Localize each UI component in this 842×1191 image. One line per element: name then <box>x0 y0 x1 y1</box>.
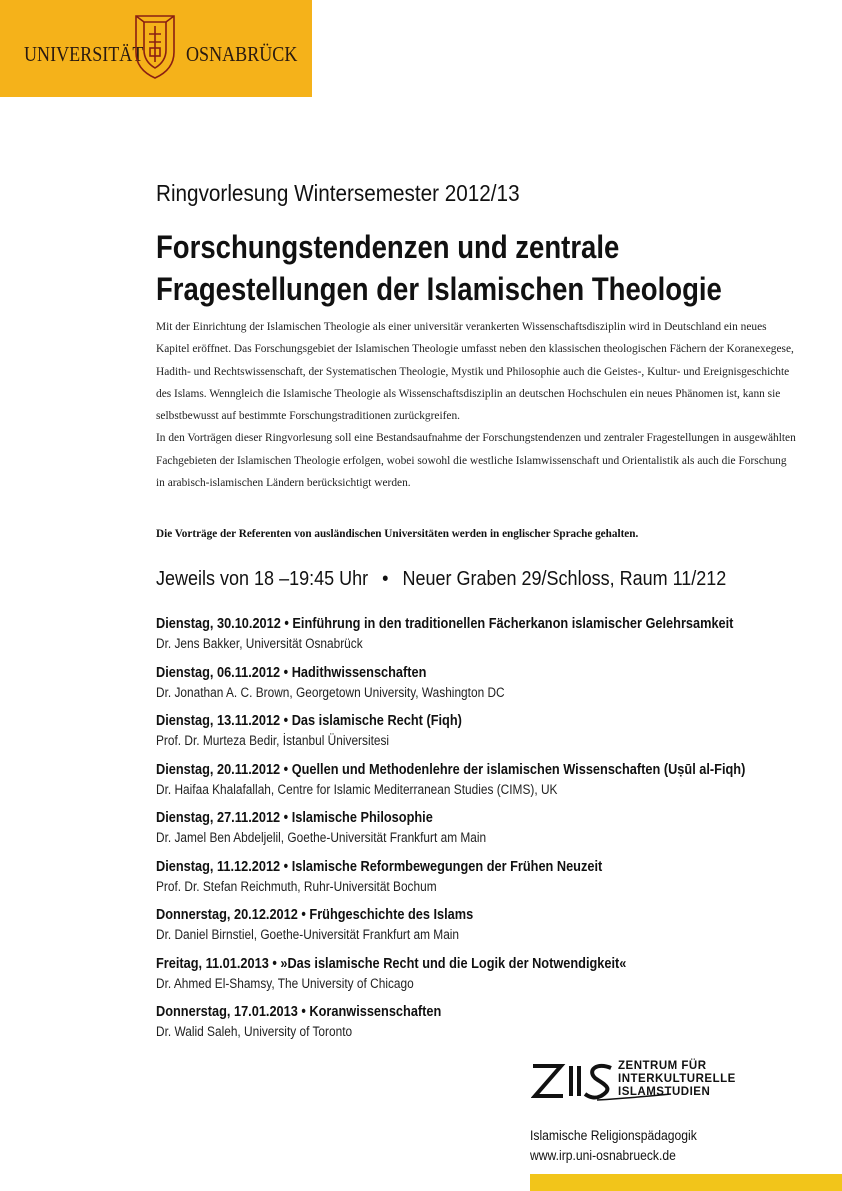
lecture-title: Dienstag, 20.11.2012 • Quellen und Methodenlehre der islamischen Wissenschaften (Uṣūl al-Fiqh) <box>156 761 746 778</box>
logo-text-right: OSNABRÜCK <box>186 42 298 66</box>
lecture-title: Dienstag, 13.11.2012 • Das islamische Recht (Fiqh) <box>156 713 462 729</box>
lecture-title: Donnerstag, 17.01.2013 • Koranwissenschaften <box>156 1004 442 1020</box>
lecture-item <box>156 1002 836 1051</box>
language-note: Die Vorträge der Referenten von ausländischen Universitäten werden in englischer Sprache gehalten. <box>156 528 639 540</box>
zis-line-2: INTERKULTURELLE <box>618 1073 736 1085</box>
schedule-location: Neuer Graben 29/Schloss, Raum 11/212 <box>402 568 727 590</box>
lecture-speaker: Dr. Jamel Ben Abdeljelil, Goethe-Universität Frankfurt am Main <box>156 830 487 845</box>
lecture-title: Dienstag, 30.10.2012 • Einführung in den traditionellen Fächerkanon islamischer Gelehrsamkeit <box>156 616 734 632</box>
intro-paragraph-1: Mit der Einrichtung der Islamischen Theologie als einer universitär verankerten Wissenschaftsdisziplin wird in Deutschland ein neues Kapitel eröffnet. Das Forschungsgebiet der Islamischen Theologie umfasst neben den klassischen theologischen Fächern der Koranexegese, Hadith- und Rechtswissenschaft, der Systematischen Theologie, Mystik und Philosophie auch die Geistes-, Kultur- und Ereignisgeschichte des Islams. Wenngleich die Islamische Theologie als Wissenschaftsdisziplin an deutschen Hochschulen ein neues Phänomen ist, kann sie selbstbewusst auf bestimmte Forschungstraditionen zurückgreifen. <box>156 321 794 423</box>
lecture-speaker: Dr. Ahmed El-Shamsy, The University of Chicago <box>156 975 414 991</box>
zis-name <box>618 1060 736 1099</box>
lecture-item <box>156 663 836 712</box>
lecture-title: Dienstag, 06.11.2012 • Hadithwissenschaften <box>156 664 427 681</box>
schedule-line <box>156 568 726 591</box>
schedule-time: Jeweils von 18 –19:45 Uhr <box>156 568 369 590</box>
lecture-title: Dienstag, 27.11.2012 • Islamische Philosophie <box>156 810 433 826</box>
lecture-item <box>156 614 836 663</box>
footer-bar <box>530 1174 842 1191</box>
lecture-speaker: Dr. Walid Saleh, University of Toronto <box>156 1024 353 1039</box>
lecture-speaker: Prof. Dr. Stefan Reichmuth, Ruhr-Universität Bochum <box>156 878 437 894</box>
logo-text-left: UNIVERSITÄT <box>24 42 144 66</box>
lecture-item <box>156 711 836 760</box>
website-link[interactable]: www.irp.uni-osnabrueck.de <box>530 1148 676 1163</box>
lecture-list <box>156 614 836 1051</box>
lecture-speaker: Dr. Haifaa Khalafallah, Centre for Islamic Mediterranean Studies (CIMS), UK <box>156 781 558 797</box>
lecture-item <box>156 905 836 954</box>
title-line-1: Forschungstendenzen und zentrale <box>156 229 620 265</box>
lecture-item <box>156 954 836 1003</box>
lecture-title: Freitag, 11.01.2013 • »Das islamische Recht und die Logik der Notwendigkeit« <box>156 955 627 972</box>
zis-line-1: ZENTRUM FÜR <box>618 1060 707 1072</box>
title-line-2: Fragestellungen der Islamischen Theologie <box>156 271 722 307</box>
zis-line-3: ISLAMSTUDIEN <box>618 1086 711 1098</box>
lecture-title: Donnerstag, 20.12.2012 • Frühgeschichte des Islams <box>156 907 474 923</box>
lecture-speaker: Prof. Dr. Murteza Bedir, İstanbul Üniversitesi <box>156 733 390 748</box>
lecture-item <box>156 808 836 857</box>
university-logo <box>0 0 312 97</box>
university-crest-icon <box>130 12 180 82</box>
intro-paragraph-2: In den Vorträgen dieser Ringvorlesung soll eine Bestandsaufnahme der Forschungstendenzen und zentraler Fragestellungen in ausgewählten Fachgebieten der Islamischen Theologie erfolgen, wobei sowohl die westliche Islamwissenschaft und Orientalistik als auch die Forschung in arabisch-islamischen Ländern berücksichtigt werden. <box>156 432 796 490</box>
lecture-title: Dienstag, 11.12.2012 • Islamische Reformbewegungen der Frühen Neuzeit <box>156 858 603 875</box>
lecture-item <box>156 760 836 809</box>
page-title <box>156 226 722 310</box>
lecture-speaker: Dr. Daniel Birnstiel, Goethe-Universität Frankfurt am Main <box>156 927 460 942</box>
lecture-speaker: Dr. Jens Bakker, Universität Osnabrück <box>156 636 363 651</box>
lecture-item <box>156 857 836 906</box>
intro-text <box>156 316 796 494</box>
lecture-series-subtitle: Ringvorlesung Wintersemester 2012/13 <box>156 180 520 206</box>
schedule-separator: • <box>382 568 389 590</box>
lecture-speaker: Dr. Jonathan A. C. Brown, Georgetown University, Washington DC <box>156 684 505 700</box>
department-name: Islamische Religionspädagogik <box>530 1128 697 1143</box>
